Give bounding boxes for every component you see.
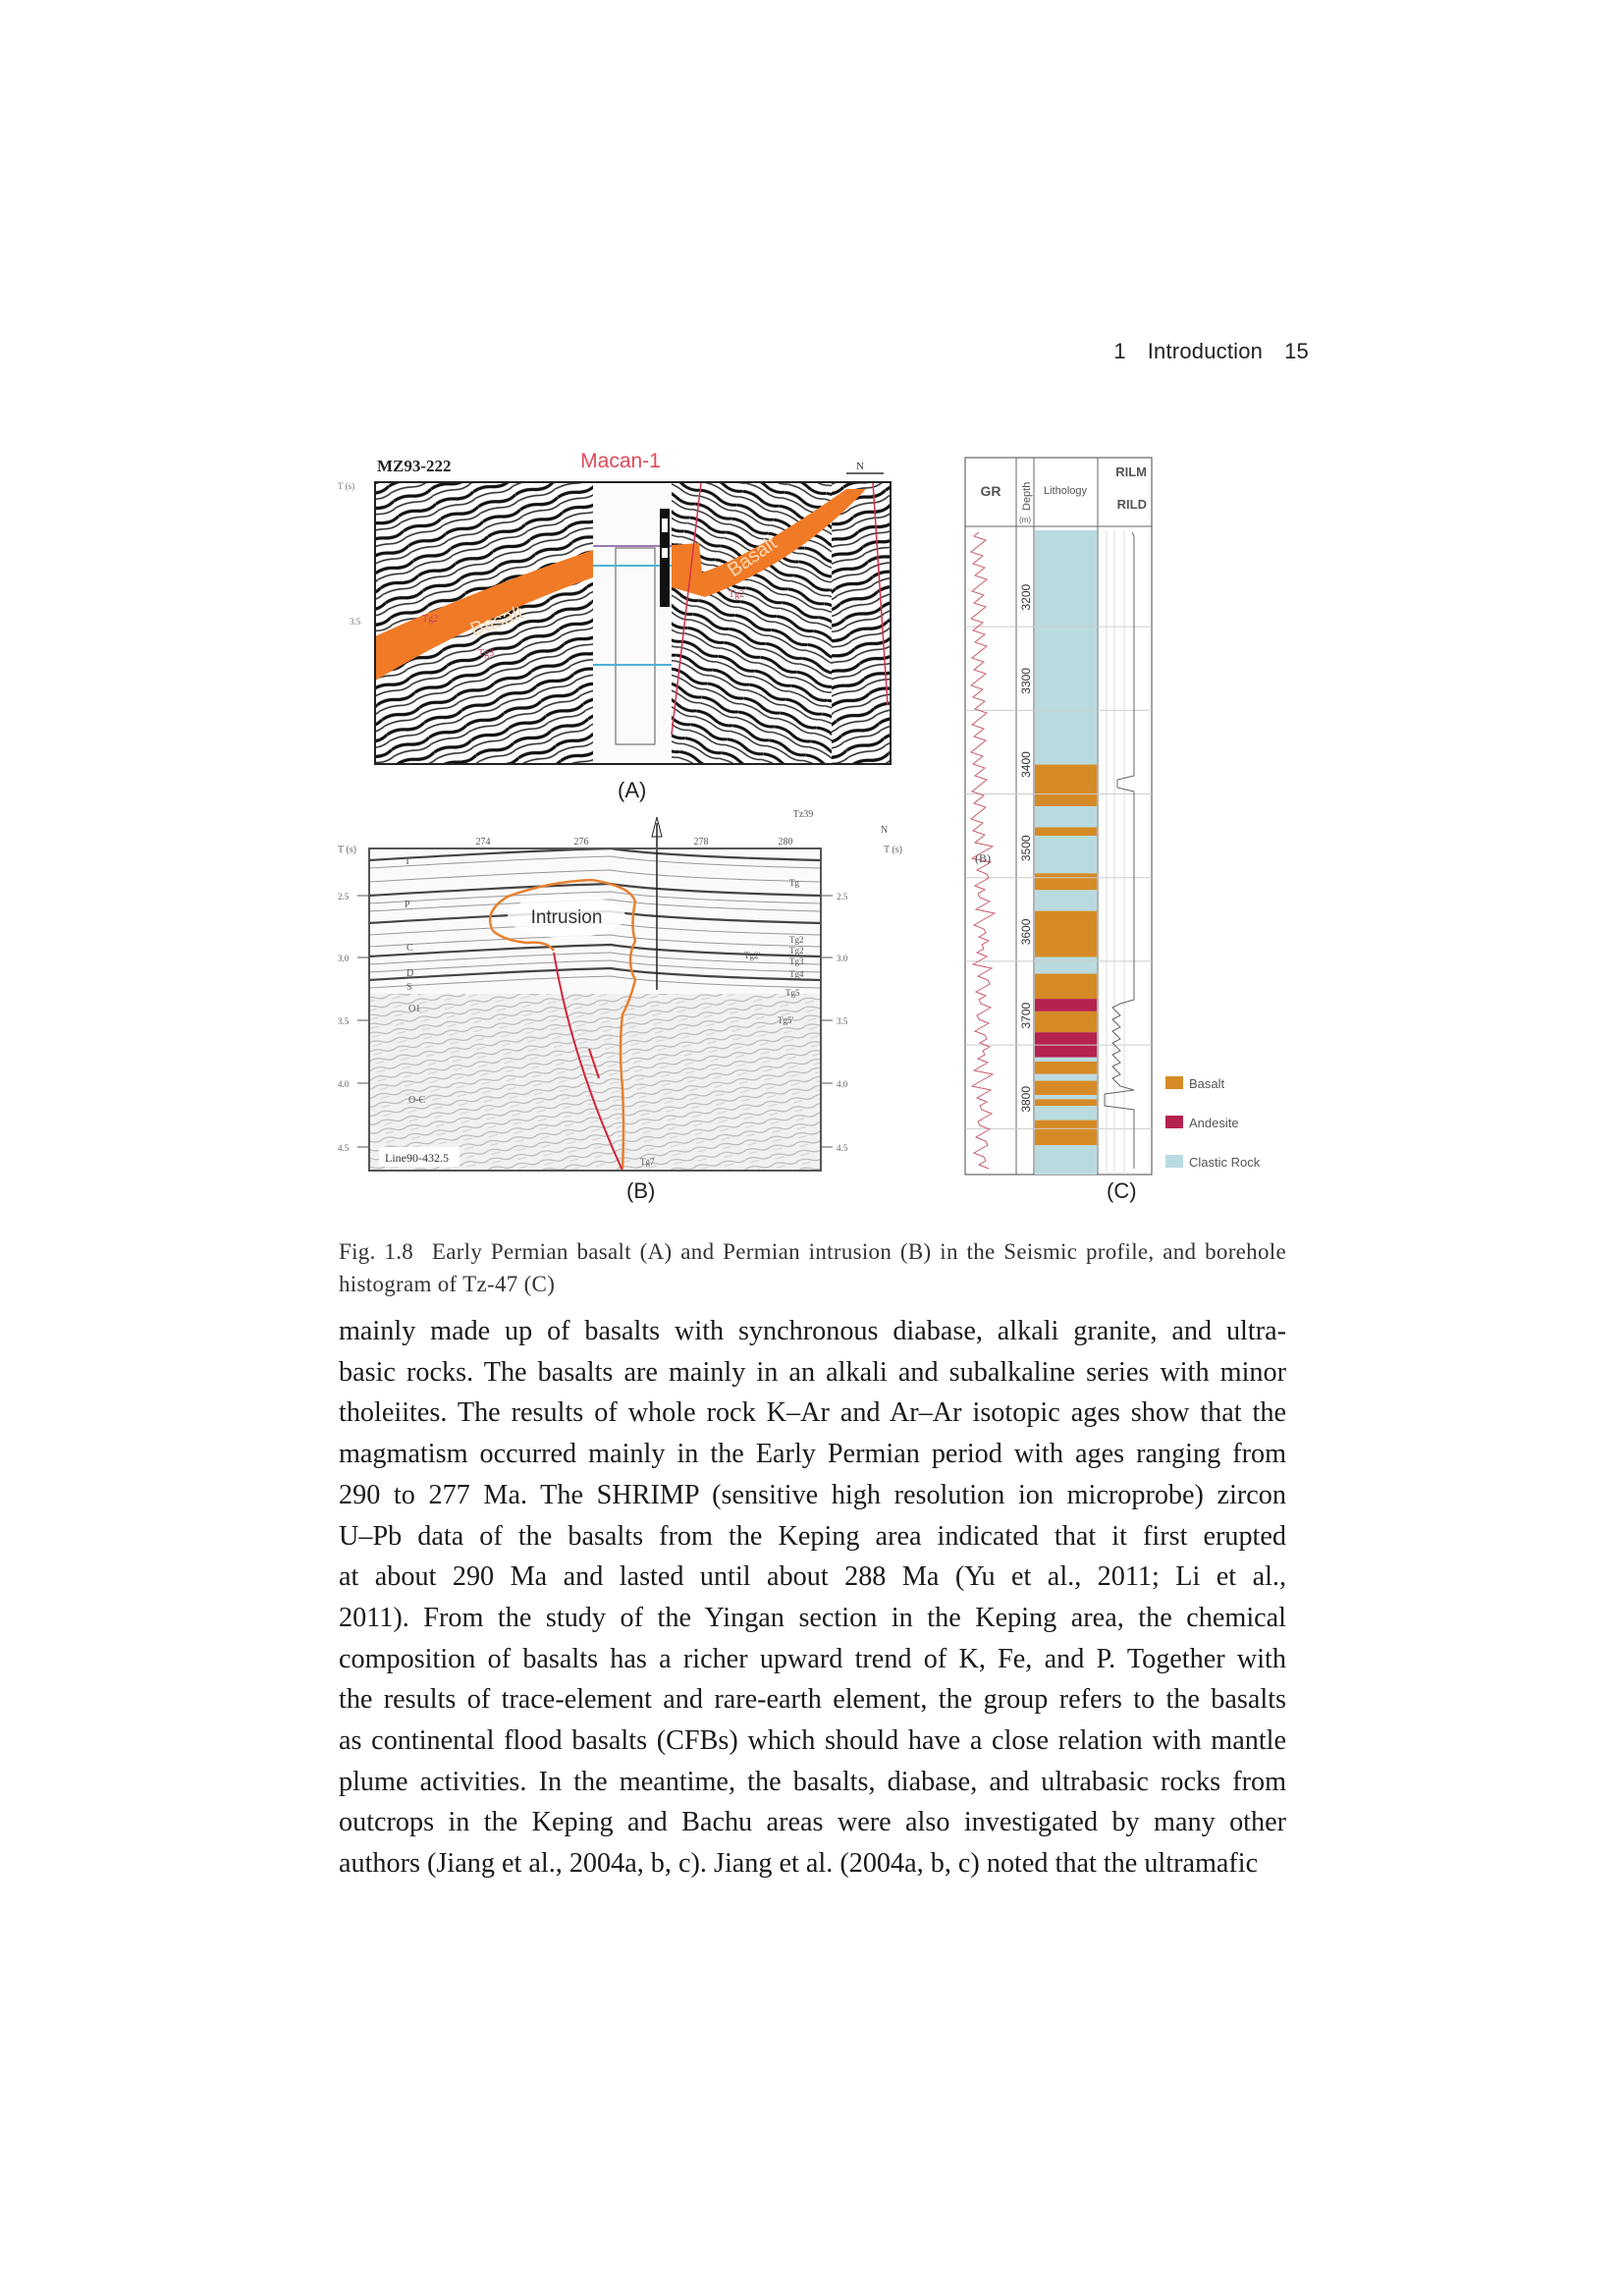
cdp-tick-label: 274	[475, 837, 491, 847]
lithology-interval	[1035, 911, 1097, 957]
depth-tick-label: 3800	[1019, 1085, 1033, 1113]
time-tick-label: 3.0	[837, 954, 848, 963]
horizon-label: Tg3	[478, 648, 495, 659]
basalt-label-left: Basalt	[467, 602, 526, 641]
legend-label: Basalt	[1189, 1076, 1225, 1091]
body-line: at about 290 Ma and lasted until about 288 Ma (Yu et al., 2011; Li et al.,	[339, 1561, 1286, 1593]
caption-text: Early Permian basalt (A) and Permian intrusion (B) in the Seismic profile, and borehole histogram of Tz-47 (C)	[339, 1239, 1286, 1296]
strata-label: D	[406, 968, 414, 979]
depth-tick-label: 3700	[1019, 1002, 1033, 1029]
well-name-b: Tz39	[792, 809, 814, 820]
body-line: authors (Jiang et al., 2004a, b, c). Jiang et al. (2004a, b, c) noted that the ultramafic	[339, 1848, 1259, 1880]
depth-tick-label: 3200	[1019, 583, 1033, 611]
figure-number: Fig. 1.8	[339, 1239, 414, 1264]
time-tick-label: 4.5	[338, 1143, 350, 1153]
header-lithology: Lithology	[1043, 485, 1088, 497]
body-line: mainly made up of basalts with synchronous diabase, alkali granite, and ultra-	[339, 1316, 1286, 1346]
strata-label: O-Є	[408, 1095, 426, 1106]
figure-panel-a	[336, 450, 895, 769]
legend-swatch	[1165, 1076, 1183, 1089]
body-line: outcrops in the Keping and Bachu areas were also investigated by many other	[339, 1807, 1286, 1838]
lithology-interval	[1035, 957, 1097, 973]
cdp-tick-label: 276	[573, 837, 589, 847]
chapter-title: Introduction	[1147, 339, 1264, 363]
lithology-interval	[1035, 1145, 1097, 1175]
lithology-interval	[1035, 1095, 1097, 1099]
well-name-a: Macan-1	[580, 450, 661, 472]
body-line: 2011). From the study of the Yingan section in the Keping area, the chemical	[339, 1602, 1286, 1633]
lithology-interval	[1035, 1058, 1097, 1062]
cdp-tick-label: 280	[778, 837, 793, 847]
lower-strata	[369, 994, 821, 1171]
legend-label: Andesite	[1189, 1116, 1239, 1130]
horizon-label: Tg5'	[778, 1015, 794, 1025]
figure-caption	[339, 1235, 1286, 1300]
lithology-interval	[1035, 1062, 1097, 1074]
body-line: composition of basalts has a richer upward trend of K, Fe, and P. Together with	[339, 1643, 1286, 1674]
header-rilm: RILM	[1115, 465, 1147, 479]
time-tick-label: 3.0	[338, 954, 350, 963]
figure-panel-c	[957, 452, 1281, 1178]
page-number: 15	[1284, 339, 1309, 363]
cdp-tick-label: 278	[693, 837, 709, 847]
depth-tick-label: 3600	[1019, 918, 1033, 946]
seismic-section-a	[336, 450, 895, 769]
horizon-label: Tg7	[640, 1157, 655, 1167]
lithology-interval	[1035, 999, 1097, 1011]
lithology-interval	[1035, 974, 1097, 1000]
seismic-section-b	[336, 803, 913, 1176]
time-tick-label: 2.5	[837, 892, 848, 902]
axis-label-left: T (s)	[338, 845, 356, 855]
legend-swatch	[1165, 1155, 1183, 1168]
lithology-interval	[1035, 765, 1097, 807]
axis-label-right: T (s)	[884, 845, 902, 855]
lithology-interval	[1035, 1099, 1097, 1106]
lithology-interval	[1035, 1121, 1097, 1146]
line-name-b: Line90-432.5	[385, 1151, 449, 1165]
tick-label-a: 3.5	[350, 617, 361, 627]
panel-label-a: (A)	[618, 778, 647, 802]
horizon-label: Tg2'	[744, 951, 761, 960]
time-tick-label: 4.5	[837, 1143, 848, 1153]
lithology-interval	[1035, 1011, 1097, 1032]
north-arrow-a: N	[856, 461, 864, 472]
strata-label: S	[406, 982, 412, 993]
time-tick-label: 2.5	[338, 892, 350, 902]
horizon-label: Tg3	[789, 957, 804, 966]
figure-panel-b	[336, 803, 913, 1176]
lithology-interval	[1035, 827, 1097, 836]
strata-label: P	[405, 900, 410, 910]
lithology-interval	[1035, 1106, 1097, 1120]
chapter-number: 1	[1113, 339, 1126, 363]
horizon-label: Tg4	[789, 969, 804, 979]
intrusion-label: Intrusion	[530, 907, 603, 928]
horizon-label: Tg5	[785, 988, 800, 998]
time-tick-label: 3.5	[837, 1016, 848, 1026]
legend-label: Clastic Rock	[1189, 1155, 1261, 1170]
body-line: plume activities. In the meantime, the basalts, diabase, and ultrabasic rocks from	[339, 1766, 1286, 1797]
axis-label-a: T (s)	[338, 481, 355, 491]
lithology-interval	[1035, 1074, 1097, 1081]
body-paragraph	[339, 1311, 1286, 1885]
depth-tick-label: 3300	[1019, 667, 1033, 694]
horizon-label: Tg2	[789, 946, 804, 956]
borehole-log	[957, 452, 1281, 1178]
lithology-legend	[1165, 1076, 1261, 1170]
running-head	[1113, 339, 1309, 364]
header-depth: Depth	[1021, 481, 1033, 511]
marker-b: (B)	[975, 851, 991, 865]
horizon-label: Tg2	[422, 614, 439, 625]
panel-label-b: (B)	[626, 1178, 656, 1203]
time-tick-label: 4.0	[837, 1079, 848, 1089]
panel-label-c: (C)	[1107, 1178, 1137, 1203]
body-line: basic rocks. The basalts are mainly in an alkali and subalkaline series with minor	[339, 1356, 1286, 1388]
time-tick-label: 3.5	[338, 1016, 350, 1026]
body-line: 290 to 277 Ma. The SHRIMP (sensitive high resolution ion microprobe) zircon	[339, 1479, 1286, 1510]
body-line: the results of trace-element and rare-earth element, the group refers to the basalts	[339, 1684, 1286, 1716]
basalt-label-right: Basalt	[724, 532, 782, 582]
body-line: as continental flood basalts (CFBs) which should have a close relation with mantle	[339, 1725, 1286, 1757]
depth-tick-label: 3400	[1019, 751, 1033, 778]
north-arrow-b: N	[881, 825, 889, 836]
horizon-label: Tg2	[729, 589, 745, 600]
lithology-interval	[1035, 530, 1097, 765]
lithology-interval	[1035, 890, 1097, 910]
body-line: U–Pb data of the basalts from the Keping area indicated that it first erupted	[339, 1520, 1286, 1552]
lithology-interval	[1035, 836, 1097, 873]
depth-tick-label: 3500	[1019, 835, 1033, 862]
horizon-label: Tg	[789, 878, 799, 888]
header-gr: GR	[980, 483, 1001, 499]
strata-label: T	[405, 856, 411, 867]
body-line: tholeiites. The results of whole rock K–Ar and Ar–Ar isotopic ages show that the	[339, 1397, 1286, 1429]
lithology-interval	[1035, 1081, 1097, 1095]
strata-label: C	[406, 943, 413, 954]
horizon-label: Tg2	[789, 935, 804, 945]
legend-swatch	[1165, 1116, 1183, 1128]
body-line: magmatism occurred mainly in the Early Permian period with ages ranging from	[339, 1439, 1286, 1470]
line-name-a: MZ93-222	[377, 457, 452, 475]
header-depth-unit: (m)	[1019, 516, 1031, 524]
lithology-interval	[1035, 873, 1097, 890]
strata-label: O1	[408, 1004, 421, 1014]
header-rild: RILD	[1116, 497, 1147, 512]
cdp-ticks	[476, 837, 793, 847]
lithology-interval	[1035, 806, 1097, 827]
time-tick-label: 4.0	[338, 1079, 350, 1089]
